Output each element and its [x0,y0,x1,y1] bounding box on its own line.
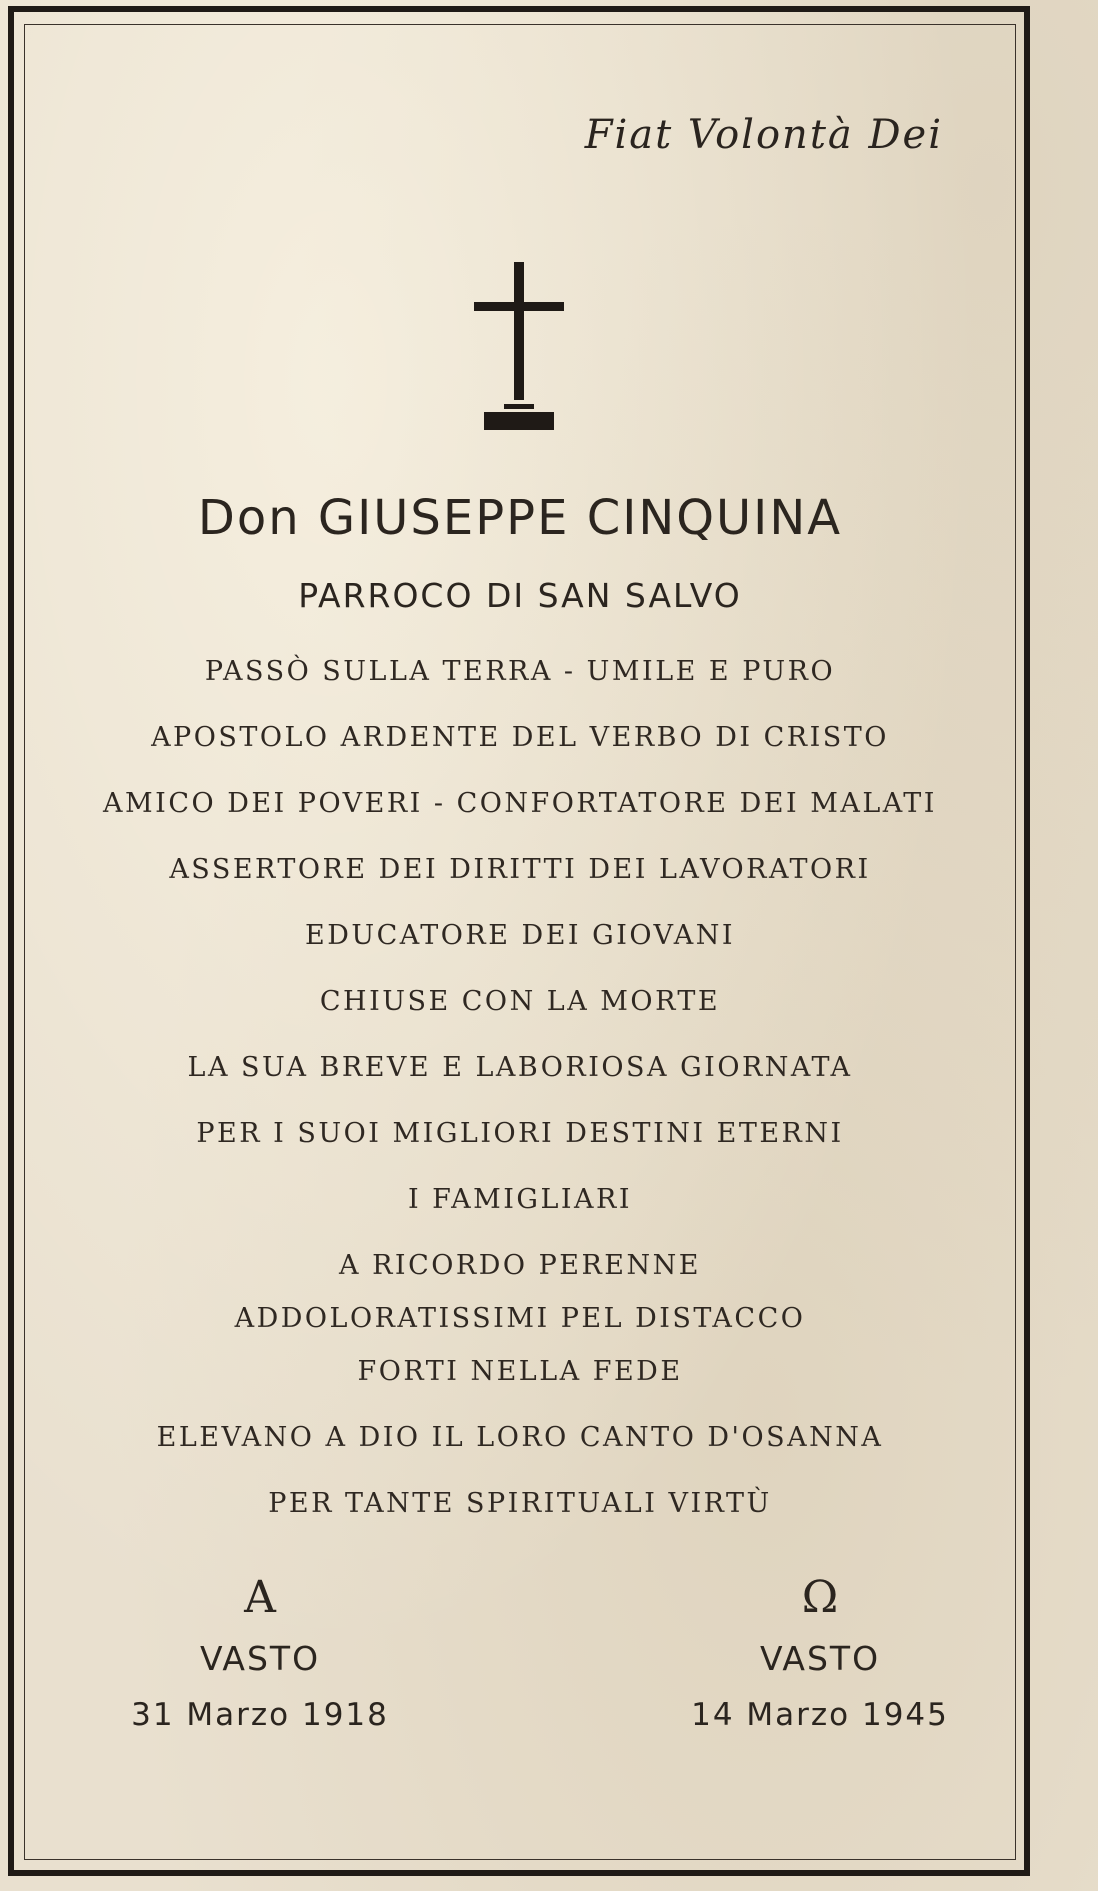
epitaph-line: APOSTOLO ARDENTE DEL VERBO DI CRISTO [151,722,889,753]
death-city: VASTO [759,1639,881,1678]
birth-date: 31 Marzo 1918 [131,1697,389,1733]
epitaph-line: EDUCATORE DEI GIOVANI [304,920,735,951]
deceased-role: PARROCO DI SAN SALVO [298,576,742,615]
epitaph-line: ASSERTORE DEI DIRITTI DEI LAVORATORI [169,854,871,885]
birth-city: VASTO [199,1639,321,1678]
epitaph-line: LA SUA BREVE E LABORIOSA GIORNATA [187,1052,853,1083]
motto-text: Fiat Volontà Dei [584,112,943,158]
death-date: 14 Marzo 1945 [691,1697,949,1733]
alpha-symbol: A [244,1572,276,1623]
epitaph-line: AMICO DEI POVERI - CONFORTATORE DEI MALATI [103,788,937,819]
epitaph-line: ADDOLORATISSIMI PEL DISTACCO [234,1303,806,1334]
epitaph-line: PER TANTE SPIRITUALI VIRTÙ [268,1488,772,1519]
deceased-name: Don GIUSEPPE CINQUINA [197,490,843,546]
epitaph-line: ELEVANO A DIO IL LORO CANTO D'OSANNA [156,1422,884,1453]
death-block [650,1565,990,1743]
epitaph-line: CHIUSE CON LA MORTE [319,986,721,1017]
epitaph-line: I FAMIGLIARI [407,1184,633,1215]
epitaph-line: PER I SUOI MIGLIORI DESTINI ETERNI [196,1118,844,1149]
omega-symbol: Ω [801,1572,839,1623]
birth-block [90,1565,430,1743]
epitaph [40,650,1000,1548]
latin-cross-icon [474,262,564,432]
epitaph-line: PASSÒ SULLA TERRA - UMILE E PURO [204,656,836,687]
epitaph-line: A RICORDO PERENNE [339,1250,701,1281]
epitaph-line: FORTI NELLA FEDE [357,1356,683,1387]
